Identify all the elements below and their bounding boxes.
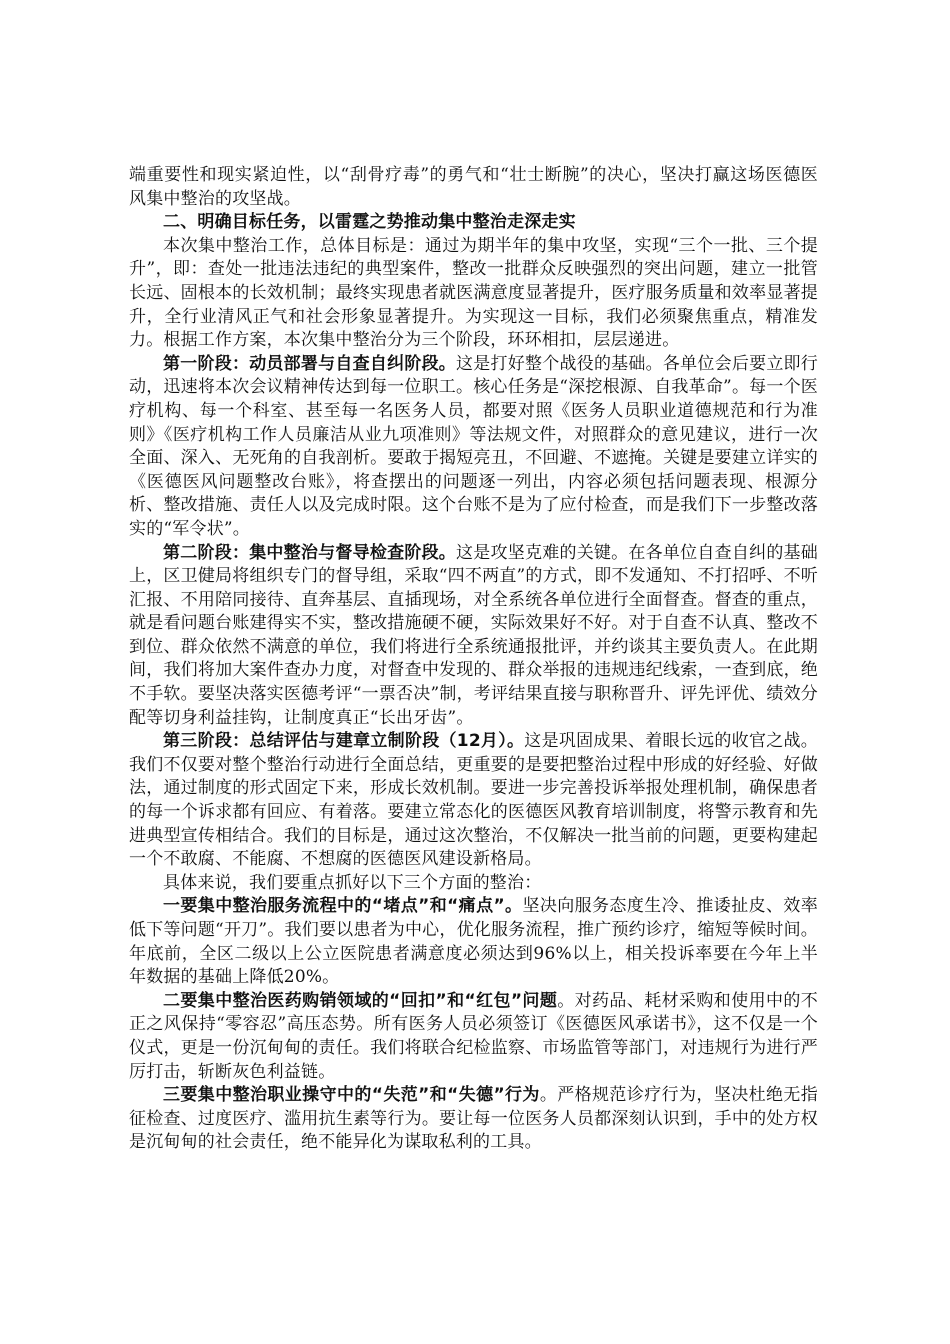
paragraph-text: 这是打好整个战役的基础。各单位会后要立即行动，迅速将本次会议精神传达到每一位职工。核心任务是“深挖根源、自我革命”。每一个医疗机构、每一个科室、甚至每一名医务人员，都要对照《医务人员职业道德规范和行为准则》《医疗机构工作人员廉洁从业九项准则》等法规文件，对照群众的意见建议，进行一次全面、深入、无死角的自我剖析。要敢于揭短亮丑，不回避、不遮掩。关键是要建立详实的《医德医风问题整改台账》，将查摆出的问题逐一列出，内容必须包括问题表现、根源分析、整改措施、责任人以及完成时限。这个台账不是为了应付检查，而是我们下一步整改落实的“军令状”。 <box>129 353 818 539</box>
paragraph-text: 本次集中整治工作，总体目标是：通过为期半年的集中攻坚，实现“三个一批、三个提升”，即：查处一批违法违纪的典型案件，整改一批群众反映强烈的突出问题，建立一批管长远、固根本的长效机制；最终实现患者就医满意度显著提升，医疗服务质量和效率显著提升，全行业清风正气和社会形象显著提升。为实现这一目标，我们必须聚焦重点，精准发力。根据工作方案，本次集中整治分为三个阶段，环环相扣，层层递进。 <box>129 235 818 351</box>
paragraph-text: 这是巩固成果、着眼长远的收官之战。我们不仅要对整个整治行动进行全面总结，更重要的是要把整治过程中形成的好经验、好做法，通过制度的形式固定下来，形成长效机制。要进一步完善投诉举报处理机制，确保患者的每一个诉求都有回应、有着落。要建立常态化的医德医风教育培训制度，将警示教育和先进典型宣传相结合。我们的目标是，通过这次整治，不仅解决一批当前的问题，更要构建起一个不敢腐、不能腐、不想腐的医德医风建设新格局。 <box>129 731 818 870</box>
paragraph-text: 。对药品、耗材采购和使用中的不正之风保持“零容忍”高压态势。所有医务人员必须签订《医德医风承诺书》，这不仅是一个仪式，更是一份沉甸甸的责任。我们将联合纪检监察、市场监管等部门，对违规行为进行严厉打击，斩断灰色利益链。 <box>129 990 818 1082</box>
paragraph-overall-goal <box>129 235 818 353</box>
paragraph-stage-one <box>129 353 818 542</box>
paragraph-three-aspects <box>129 872 818 896</box>
document-body <box>129 164 818 1155</box>
paragraph-stage-two <box>129 542 818 731</box>
paragraph-aspect-three <box>129 1084 818 1155</box>
section-heading <box>129 211 818 235</box>
paragraph-text: 具体来说，我们要重点抓好以下三个方面的整治： <box>163 872 542 893</box>
paragraph-lead: 二要集中整治医药购销领域的“回扣”和“红包”问题 <box>163 990 558 1011</box>
paragraph-intro-continuation <box>129 164 818 211</box>
paragraph-lead: 第三阶段：总结评估与建章立制阶段（12月）。 <box>163 731 525 752</box>
paragraph-text: 端重要性和现实紧迫性，以“刮骨疗毒”的勇气和“壮士断腕”的决心，坚决打赢这场医德医风集中整治的攻坚战。 <box>129 165 818 209</box>
paragraph-stage-three <box>129 730 818 872</box>
paragraph-text: 这是攻坚克难的关键。在各单位自查自纠的基础上，区卫健局将组织专门的督导组，采取“四不两直”的方式，即不发通知、不打招呼、不听汇报、不用陪同接待、直奔基层、直插现场，对全系统各单位进行全面督查。督查的重点，就是看问题台账建得实不实，整改措施硬不硬，实际效果好不好。对于自查不认真、整改不到位、群众依然不满意的单位，我们将进行全系统通报批评，并约谈其主要负责人。在此期间，我们将加大案件查办力度，对督查中发现的、群众举报的违规违纪线索，一查到底，绝不手软。要坚决落实医德考评“一票否决”制，考评结果直接与职称晋升、评先评优、绩效分配等切身利益挂钩，让制度真正“长出牙齿”。 <box>129 542 818 728</box>
paragraph-text: 坚决向服务态度生冷、推诿扯皮、效率低下等问题“开刀”。我们要以患者为中心，优化服务流程，推广预约诊疗，缩短等候时间。年底前，全区二级以上公立医院患者满意度必须达到96%以上，相关投诉率要在今年上半年数据的基础上降低20%。 <box>129 896 818 988</box>
paragraph-text: 。严格规范诊疗行为，坚决杜绝无指征检查、过度医疗、滥用抗生素等行为。要让每一位医务人员都深刻认识到，手中的处方权是沉甸甸的社会责任，绝不能异化为谋取私利的工具。 <box>129 1085 819 1153</box>
paragraph-aspect-two <box>129 990 818 1084</box>
paragraph-lead: 三要集中整治职业操守中的“失范”和“失德”行为 <box>163 1085 540 1106</box>
paragraph-aspect-one <box>129 895 818 989</box>
paragraph-lead: 第二阶段：集中整治与督导检查阶段。 <box>163 542 457 563</box>
section-heading-text: 二、明确目标任务，以雷霆之势推动集中整治走深走实 <box>163 212 576 233</box>
paragraph-lead: 第一阶段：动员部署与自查自纠阶段。 <box>163 353 457 374</box>
paragraph-lead: 一要集中整治服务流程中的“堵点”和“痛点”。 <box>163 896 523 917</box>
